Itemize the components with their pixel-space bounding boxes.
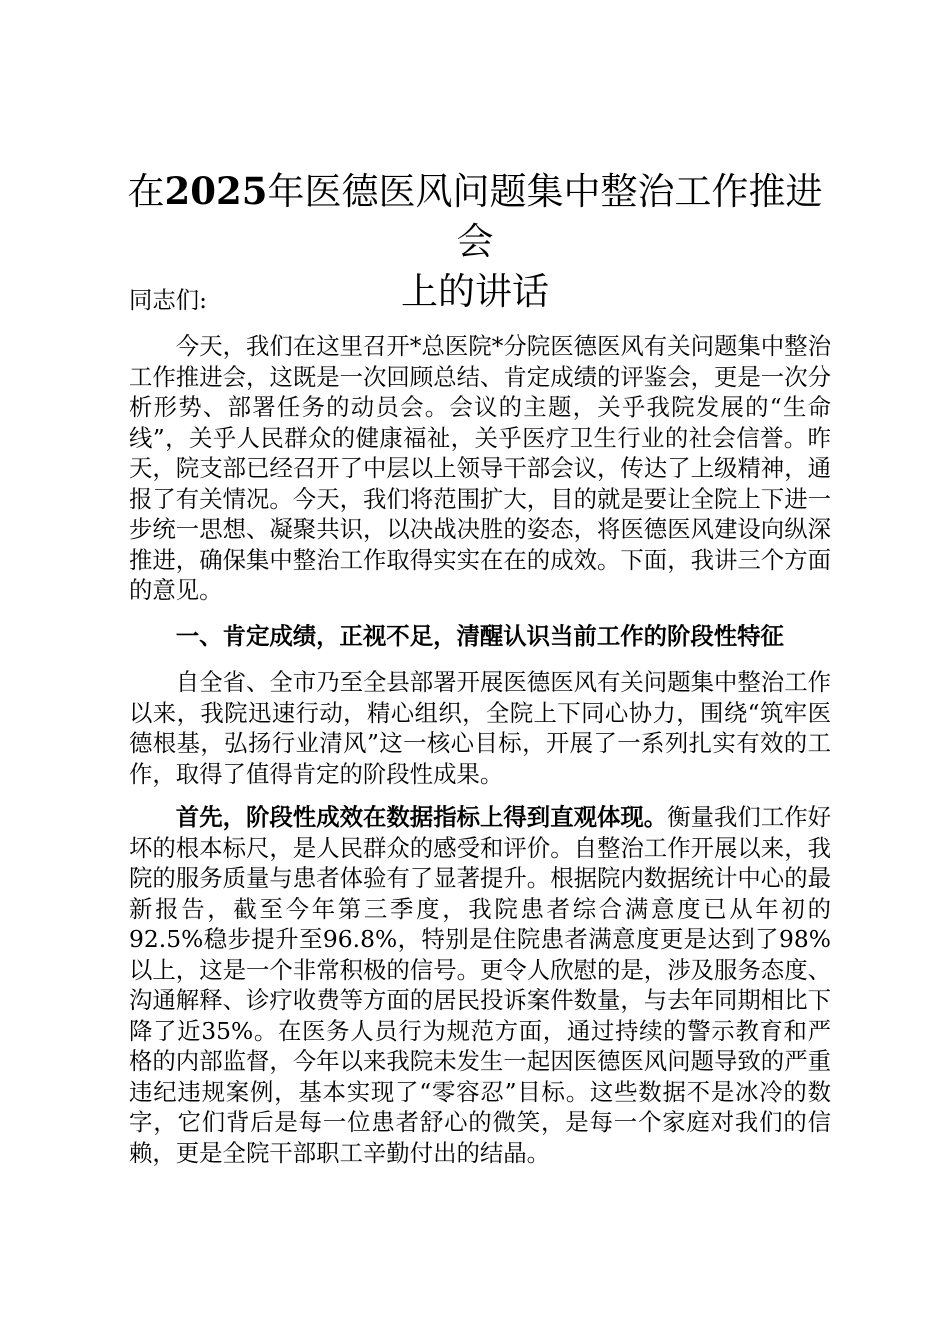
title-rest: 年医德医风问题集中整治工作推进会 xyxy=(267,170,823,263)
intro-text: 今天，我们在这里召开*总医院*分院医德医风有关问题集中整治工作推进会，这既是一次回顾总结、肯定成绩的评鉴会，更是一次分析形势、部署任务的动员会。会议的主题，关乎我院发展的“生命线”，关乎人民群众的健康福祉，关乎医疗卫生行业的社会信誉。昨天，院支部已经召开了中层以上领导干部会议，传达了上级精神，通报了有关情况。今天，我们将范围扩大，目的就是要让全院上下进一步统一思想、凝聚共识，以决战决胜的姿态，将医德医风建设向纵深推进，确保集中整治工作取得实实在在的成效。下面，我讲三个方面的意见。 xyxy=(129,332,831,604)
section-heading xyxy=(129,621,831,652)
intro-paragraph xyxy=(129,331,831,606)
point-paragraph xyxy=(129,802,831,1168)
title-prefix: 在 xyxy=(127,170,165,213)
point-paragraph-text xyxy=(129,802,831,1168)
point-body: 衡量我们工作好坏的根本标尺，是人民群众的感受和评价。自整治工作开展以来，我院的服务质量与患者体验有了显著提升。根据院内数据统计中心的最新报告，截至今年第三季度，我院患者综合满意度已从年初的92.5%稳步提升至96.8%，特别是住院患者满意度更是达到了98%以上，这是一个非常积极的信号。更令人欣慰的是，涉及服务态度、沟通解释、诊疗收费等方面的居民投诉案件数量，与去年同期相比下降了近35%。在医务人员行为规范方面，通过持续的警示教育和严格的内部监督，今年以来我院未发生一起因医德医风问题导致的严重违纪违规案例，基本实现了“零容忍”目标。这些数据不是冰冷的数字，它们背后是每一位患者舒心的微笑，是每一个家庭对我们的信赖，更是全院干部职工辛勤付出的结晶。 xyxy=(129,803,832,1167)
title-line2: 上的讲话 xyxy=(401,270,549,313)
greeting: 同志们: xyxy=(129,286,208,314)
title-year: 2025 xyxy=(164,169,268,213)
point-lead: 首先，阶段性成效在数据指标上得到直观体现。 xyxy=(175,803,668,831)
section-paragraph-text: 自全省、全市乃至全县部署开展医德医风有关问题集中整治工作以来，我院迅速行动，精心组织，全院上下同心协力，围绕“筑牢医德根基，弘扬行业清风”这一核心目标，开展了一系列扎实有效的工作，取得了值得肯定的阶段性成果。 xyxy=(129,668,831,788)
section-paragraph xyxy=(129,667,831,789)
section-heading-text: 一、肯定成绩，正视不足，清醒认识当前工作的阶段性特征 xyxy=(175,622,784,650)
